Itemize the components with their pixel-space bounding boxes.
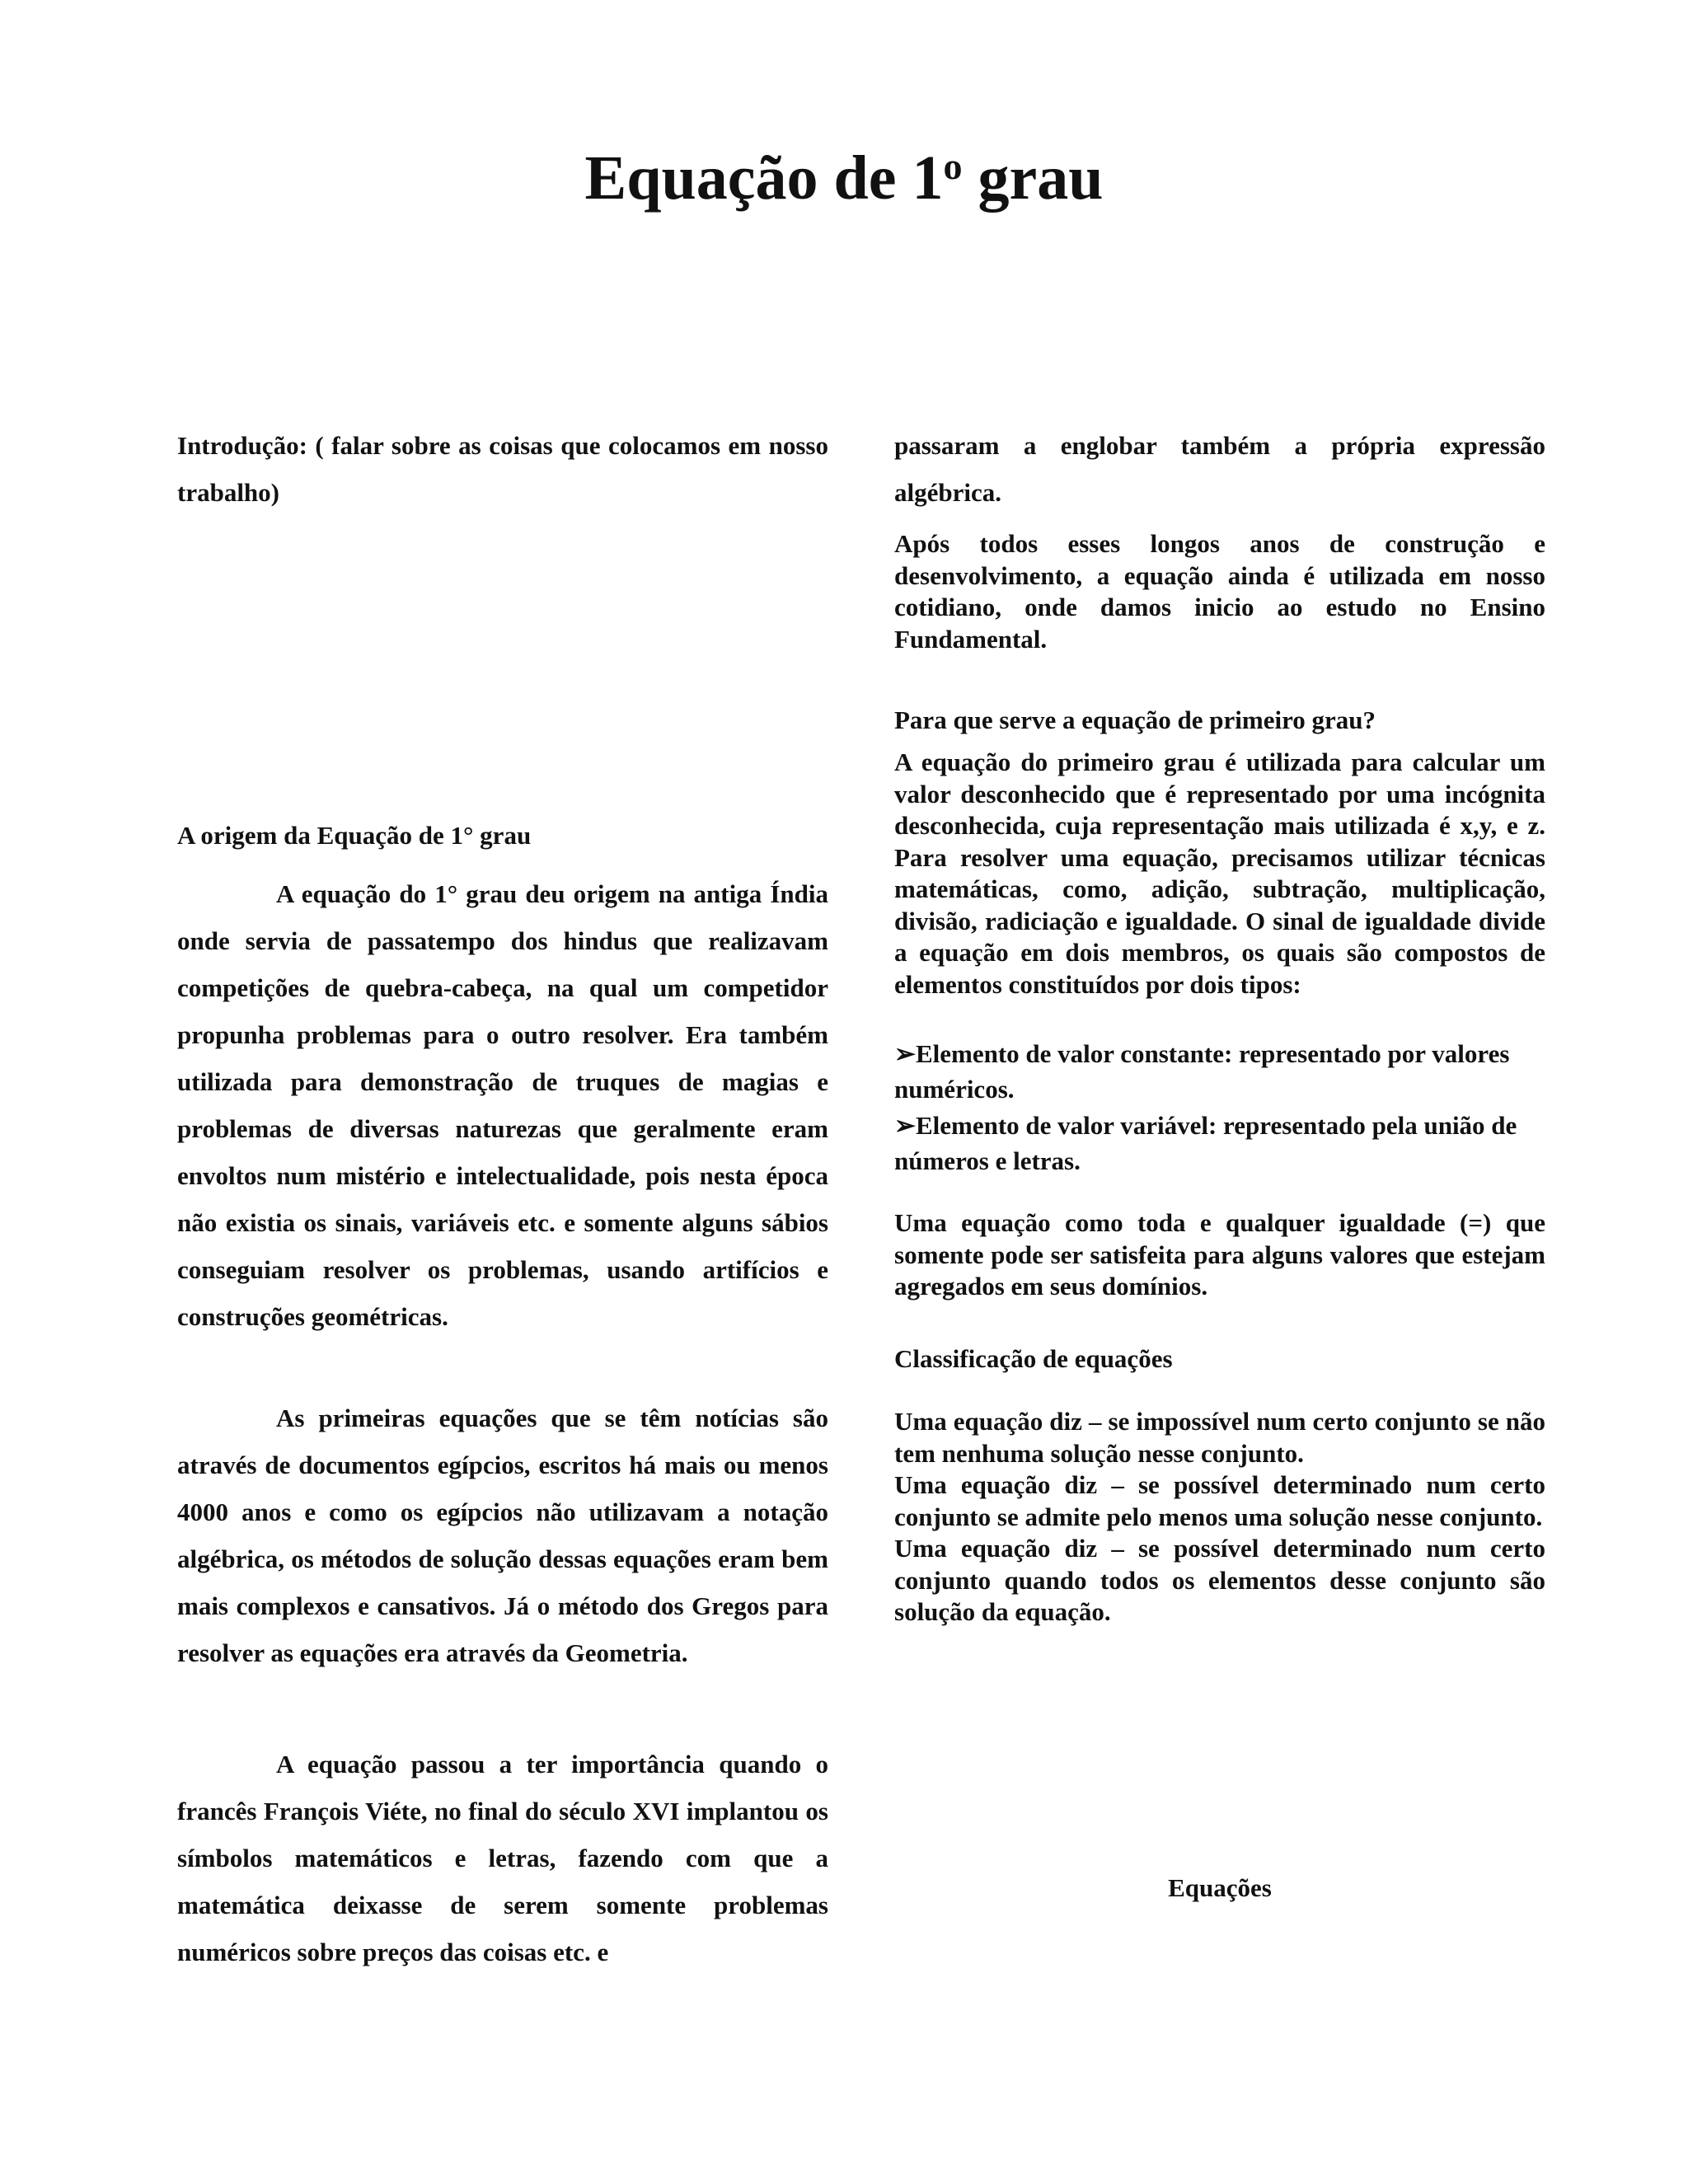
equacoes-label: Equações — [1168, 1873, 1272, 1902]
title-superscript: o — [943, 145, 963, 187]
continuation-paragraph: passaram a englobar também a própria expressão algébrica. — [894, 431, 1545, 507]
purpose-paragraph: A equação do primeiro grau é utilizada para calcular um valor desconhecido que é representado por uma incógnita desconhecida, cuja representação mais utilizada é x,y, e z. Para resolver uma equação, precisamos utilizar técnicas matemáticas, como, adição, subtração, multiplicação, divisão, radiciação e igualdade. O sinal de igualdade divide a equação em dois membros, os quais são compostos de elementos constituídos por dois tipos: — [894, 748, 1545, 999]
arrow-bullet-icon: ➢ — [894, 1039, 916, 1068]
bullet-1-text: Elemento de valor constante: representado por valores numéricos. — [894, 1039, 1510, 1104]
bullet-item-2 — [894, 1108, 1545, 1179]
purpose-heading: Para que serve a equação de primeiro grau? — [894, 705, 1376, 734]
origin-paragraph-1: A equação do 1° grau deu origem na antiga Índia onde servia de passatempo dos hindus que realizavam competições de quebra-cabeça, na qual um competidor propunha problemas para o outro resolver. Era também utilizada para demonstração de truques de magias e problemas de diversas naturezas que geralmente eram envoltos num mistério e intelectualidade, pois nesta época não existia os sinais, variáveis etc. e somente alguns sábios conseguiam resolver os problemas, usando artifícios e construções geométricas. — [177, 879, 828, 1331]
origin-paragraph-2: As primeiras equações que se têm notícias são através de documentos egípcios, escritos há mais ou menos 4000 anos e como os egípcios não utilizavam a notação algébrica, os métodos de solução dessas equações eram bem mais complexos e cansativos. Já o método dos Gregos para resolver as equações era através da Geometria. — [177, 1404, 828, 1667]
title-text: Equação de 1 — [584, 143, 944, 213]
bullet-item-1 — [894, 1036, 1545, 1107]
origin-heading: A origem da Equação de 1° grau — [177, 821, 532, 850]
after-years-paragraph: Após todos esses longos anos de construção e desenvolvimento, a equação ainda é utilizada em nosso cotidiano, onde damos inicio ao estudo no Ensino Fundamental. — [894, 529, 1545, 654]
intro-paragraph: Introdução: ( falar sobre as coisas que colocamos em nosso trabalho) — [177, 431, 828, 507]
classification-list — [894, 1406, 1545, 1629]
equality-paragraph: Uma equação como toda e qualquer igualdade (=) que somente pode ser satisfeita para alguns valores que estejam agregados em seus domínios. — [894, 1208, 1545, 1301]
title-suffix: grau — [962, 143, 1104, 213]
origin-paragraph-3: A equação passou a ter importância quando o francês François Viéte, no final do século XVI implantou os símbolos matemáticos e letras, fazendo com que a matemática deixasse de serem somente problemas numéricos sobre preços das coisas etc. e — [177, 1750, 828, 1966]
document-title — [0, 143, 1688, 213]
arrow-bullet-icon: ➢ — [894, 1111, 916, 1140]
classification-item-1: Uma equação diz – se impossível num certo conjunto se não tem nenhuma solução nesse conjunto. — [894, 1407, 1545, 1468]
classification-item-3: Uma equação diz – se possível determinado num certo conjunto quando todos os elementos desse conjunto são solução da equação. — [894, 1534, 1545, 1626]
classification-heading: Classificação de equações — [894, 1344, 1173, 1373]
bullet-2-text: Elemento de valor variável: representado pela união de números e letras. — [894, 1111, 1517, 1175]
classification-item-2: Uma equação diz – se possível determinado num certo conjunto se admite pelo menos uma solução nesse conjunto. — [894, 1470, 1545, 1531]
